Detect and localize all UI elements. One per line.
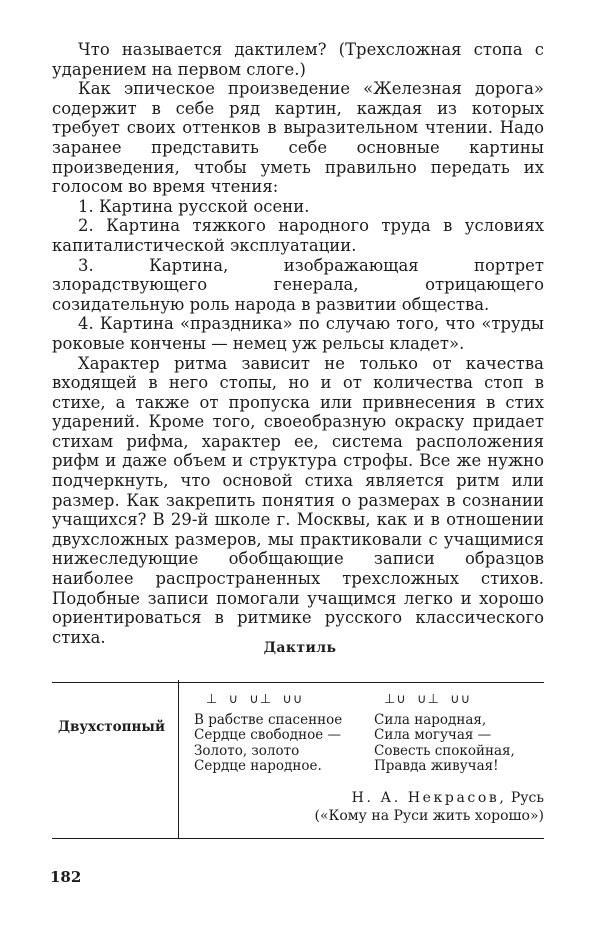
- paragraph: Что называется дактилем? (Трехсложная стопа с ударением на первом слоге.): [52, 40, 544, 79]
- list-item: 1. Картина русской осени.: [78, 196, 310, 216]
- list-item: 2. Картина тяжкого народного труда в условиях капиталистической эксплуатации.: [52, 216, 544, 255]
- verse-line: Совесть спокойная,: [374, 742, 515, 759]
- attribution-author: [352, 790, 544, 807]
- meter-scheme-left: ⊥ ∪ ∪⊥ ∪∪: [206, 692, 304, 707]
- table-bottom-rule: [52, 838, 544, 839]
- table-column-divider: [178, 680, 179, 839]
- verse-line: Сила народная,: [374, 712, 487, 728]
- list-item: 3. Картина, изображающая портрет злорадствующего генерала, отрицающего созидательную роль народа в развитии общества.: [52, 255, 544, 314]
- author-name: Н. А. Некрасов,: [351, 790, 507, 806]
- verse-left: [194, 713, 342, 775]
- body-text: [52, 40, 544, 647]
- table-caption: Дактиль: [263, 640, 337, 656]
- page-number: 182: [50, 868, 82, 886]
- work-part: Русь: [510, 790, 544, 806]
- verse-line: В рабстве спасенное: [194, 712, 343, 728]
- list-item: 4. Картина «праздника» по случаю того, что «труды роковые кончены — немец уж рельсы кладет».: [52, 314, 544, 353]
- verse-right: [374, 713, 515, 775]
- verse-line: Сила могучая —: [374, 727, 492, 744]
- attribution-title: («Кому на Руси жить хорошо»): [314, 808, 544, 824]
- paragraph: Как эпическое произведение «Железная дорога» содержит в себе ряд картин, каждая из которых требует своих оттенков в выразительном чтении. Надо заранее представить себе основные картины произведения, чтобы уметь правильно передать их голосом во время чтения:: [52, 79, 544, 197]
- table-row-label: Двухстопный: [58, 719, 165, 735]
- paragraph: Характер ритма зависит не только от качества входящей в него стопы, но и от количества стоп в стихе, а также от пропуска или привнесения в стих ударений. Кроме того, своеобразную окраску придает стихам рифма, характер ее, система расположения рифм и даже объем и структура строфы. Все же нужно подчеркнуть, что основой стиха является ритм или размер. Как закрепить понятия о размерах в сознании учащихся? В 29-й школе г. Москвы, как и в отношении двухсложных размеров, мы практиковали с учащимися нижеследующие обобщающие записи образцов наиболее распространенных трехсложных стихов. Подобные записи помогали учащимся легко и хорошо ориентироваться в ритмике русского классического стиха.: [52, 353, 544, 647]
- verse-line: Сердце народное.: [194, 758, 322, 775]
- table-top-rule: [52, 682, 544, 683]
- verse-line: Правда живучая!: [374, 758, 499, 775]
- verse-line: Золото, золото: [194, 742, 300, 759]
- verse-line: Сердце свободное —: [194, 727, 341, 744]
- meter-scheme-right: ⊥∪ ∪⊥ ∪∪: [384, 692, 472, 707]
